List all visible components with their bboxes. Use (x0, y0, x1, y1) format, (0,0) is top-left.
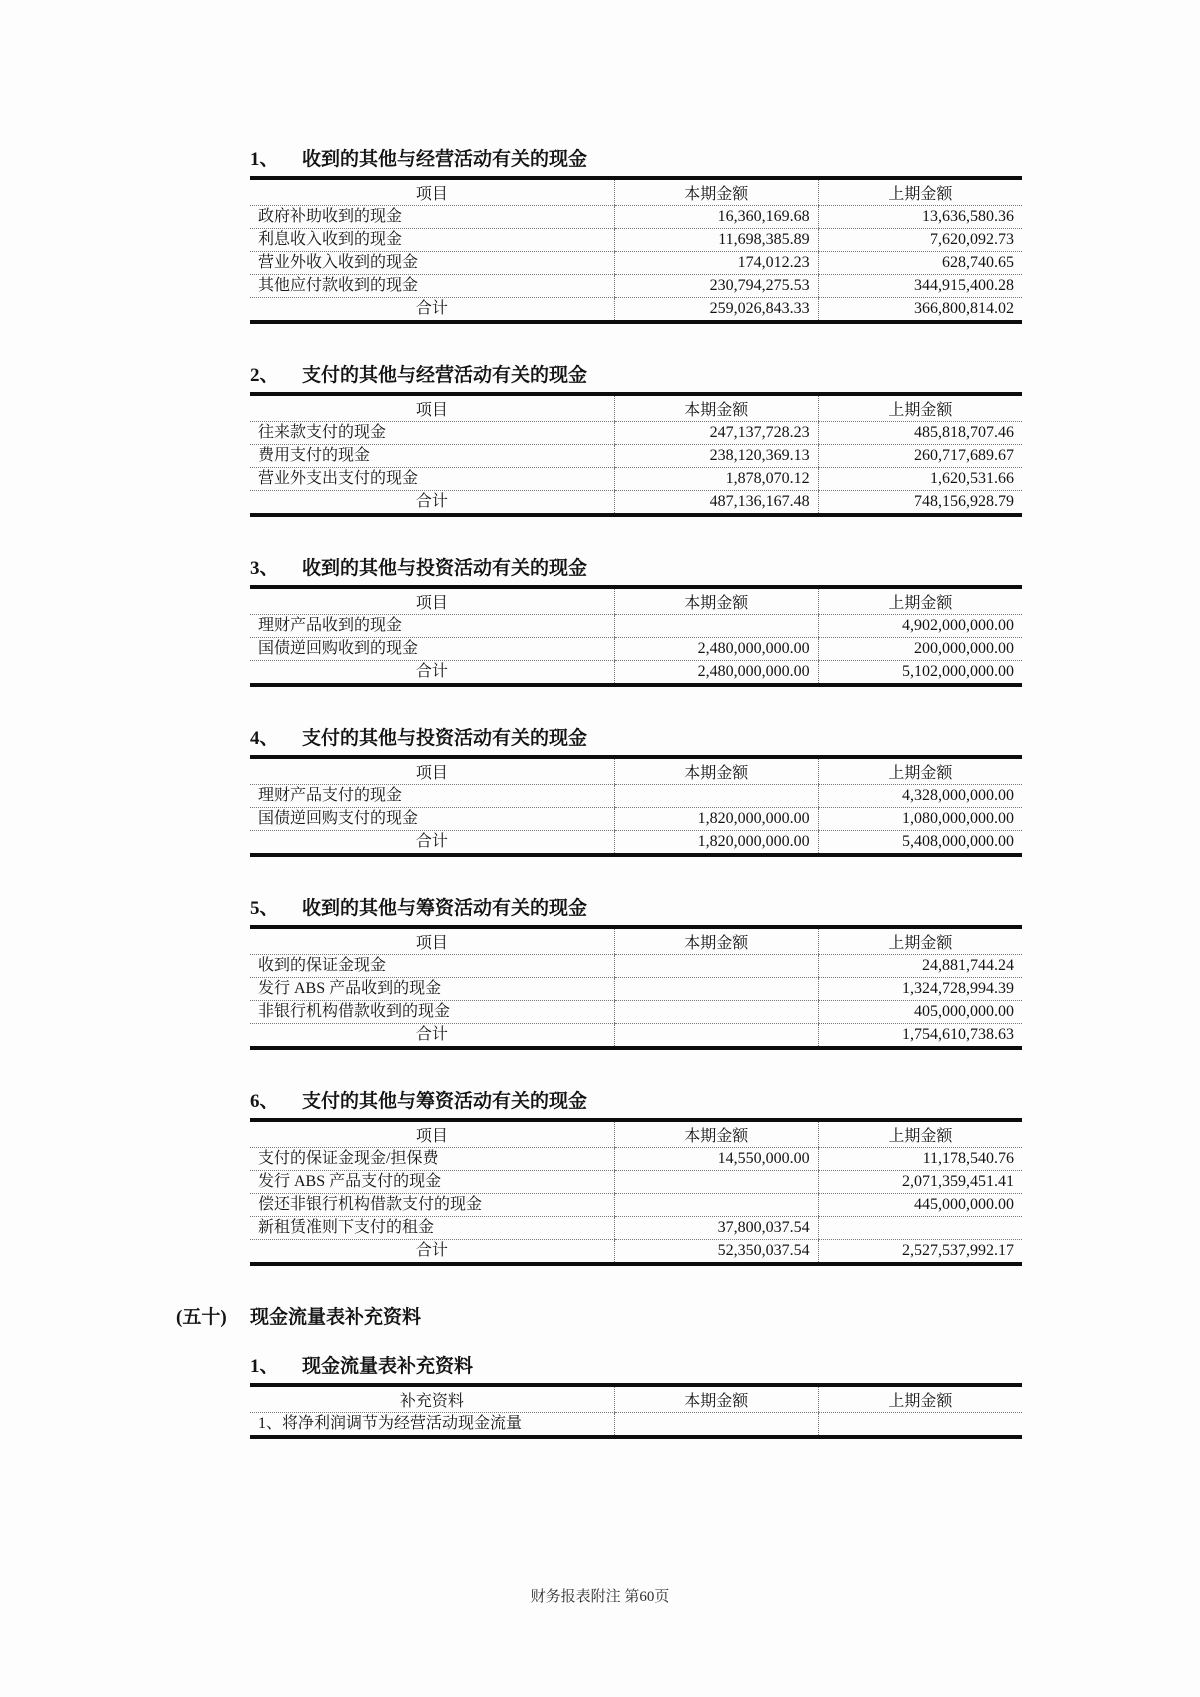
row-current-amount-cell: 230,794,275.53 (614, 275, 818, 298)
row-prior-amount-cell: 485,818,707.46 (818, 422, 1022, 445)
row-prior-amount-cell: 11,178,540.76 (818, 1148, 1022, 1171)
table-row (250, 229, 1022, 252)
section-title (250, 1353, 1022, 1380)
table-row (250, 275, 1022, 298)
table-row (250, 422, 1022, 445)
section-title (250, 146, 1022, 173)
row-current-amount-cell (614, 1024, 818, 1049)
table-body (250, 206, 1022, 323)
col-header-item: 项目 (250, 394, 614, 422)
row-current-amount-cell (614, 1194, 818, 1217)
row-item-cell: 1、将净利润调节为经营活动现金流量 (258, 1415, 523, 1432)
supplementary-section-number: (五十) (176, 1307, 227, 1328)
table-row (250, 978, 1022, 1001)
row-current-amount-cell (614, 978, 818, 1001)
data-table (250, 1383, 1022, 1439)
row-current-amount-cell: 2,480,000,000.00 (614, 638, 818, 661)
row-prior-amount-cell: 344,915,400.28 (818, 275, 1022, 298)
row-item-cell: 营业外收入收到的现金 (250, 252, 614, 275)
row-item-cell: 支付的保证金现金/担保费 (250, 1148, 614, 1171)
row-prior-amount-cell: 1,620,531.66 (818, 468, 1022, 491)
row-prior-amount-cell: 366,800,814.02 (818, 298, 1022, 323)
section-title (250, 895, 1022, 922)
table-row (250, 206, 1022, 229)
data-table (250, 755, 1022, 857)
table-row (250, 1194, 1022, 1217)
row-current-amount-cell (614, 785, 818, 808)
row-prior-amount-cell: 1,324,728,994.39 (818, 978, 1022, 1001)
row-item-cell: 收到的保证金现金 (250, 955, 614, 978)
col-header-prior-amount: 上期金额 (818, 757, 1022, 785)
cash-detail-section (250, 146, 1022, 324)
col-header-item: 项目 (250, 1120, 614, 1148)
row-prior-amount-cell: 1,754,610,738.63 (818, 1024, 1022, 1049)
row-item-cell: 往来款支付的现金 (250, 422, 614, 445)
row-current-amount-cell: 1,878,070.12 (614, 468, 818, 491)
row-current-amount-cell (614, 1171, 818, 1194)
table-row (250, 1001, 1022, 1024)
row-item-cell: 新租赁准则下支付的租金 (250, 1217, 614, 1240)
row-current-amount-cell (614, 615, 818, 638)
cash-detail-tables-region (250, 146, 1022, 1266)
section-title-text: 收到的其他与投资活动有关的现金 (302, 558, 588, 579)
row-current-amount-cell: 14,550,000.00 (614, 1148, 818, 1171)
data-table (250, 176, 1022, 324)
row-item-cell: 合计 (415, 493, 448, 510)
table-header-row (250, 757, 1022, 785)
supplementary-section-title: 现金流量表补充资料 (250, 1307, 422, 1328)
row-current-amount-cell (614, 955, 818, 978)
row-item-cell: 合计 (415, 1026, 448, 1043)
row-current-amount-cell: 1,820,000,000.00 (614, 808, 818, 831)
col-header-prior-amount: 上期金额 (818, 587, 1022, 615)
table-row (250, 1240, 1022, 1265)
row-prior-amount-cell: 2,071,359,451.41 (818, 1171, 1022, 1194)
row-prior-amount-cell: 4,902,000,000.00 (818, 615, 1022, 638)
col-header-prior-amount: 上期金额 (818, 394, 1022, 422)
row-item-cell: 其他应付款收到的现金 (250, 275, 614, 298)
row-prior-amount-cell: 5,408,000,000.00 (818, 831, 1022, 856)
table-row (250, 808, 1022, 831)
col-header-item: 项目 (250, 927, 614, 955)
row-prior-amount-cell: 7,620,092.73 (818, 229, 1022, 252)
table-body (250, 422, 1022, 516)
cash-detail-section (250, 895, 1022, 1050)
row-item-cell: 理财产品支付的现金 (250, 785, 614, 808)
table-header-row (250, 587, 1022, 615)
section-title-text: 收到的其他与经营活动有关的现金 (302, 149, 588, 170)
section-title-text: 支付的其他与投资活动有关的现金 (302, 728, 588, 749)
row-prior-amount-cell (818, 1413, 1022, 1438)
table-body (250, 615, 1022, 686)
table-body (250, 1413, 1022, 1438)
row-prior-amount-cell: 13,636,580.36 (818, 206, 1022, 229)
section-title (250, 555, 1022, 582)
table-row (250, 1171, 1022, 1194)
col-header-current-amount: 本期金额 (614, 178, 818, 206)
row-prior-amount-cell: 1,080,000,000.00 (818, 808, 1022, 831)
page-footer: 财务报表附注 第60页 (530, 1589, 670, 1605)
row-item-cell: 合计 (415, 300, 448, 317)
table-row (250, 955, 1022, 978)
row-current-amount-cell: 174,012.23 (614, 252, 818, 275)
row-prior-amount-cell: 200,000,000.00 (818, 638, 1022, 661)
row-prior-amount-cell: 5,102,000,000.00 (818, 661, 1022, 686)
section-number: 6、 (250, 1091, 279, 1112)
col-header-item: 补充资料 (250, 1385, 614, 1413)
supplementary-heading (176, 1304, 1022, 1331)
row-prior-amount-cell: 4,328,000,000.00 (818, 785, 1022, 808)
table-row (250, 491, 1022, 516)
page-content (176, 146, 1022, 1477)
row-item-cell: 合计 (415, 1242, 448, 1259)
col-header-prior-amount: 上期金额 (818, 178, 1022, 206)
table-row (250, 298, 1022, 323)
row-item-cell: 发行 ABS 产品支付的现金 (250, 1171, 614, 1194)
col-header-current-amount: 本期金额 (614, 394, 818, 422)
row-current-amount-cell: 487,136,167.48 (614, 491, 818, 516)
cash-detail-section (250, 555, 1022, 687)
table-row (250, 1148, 1022, 1171)
row-item-cell: 发行 ABS 产品收到的现金 (250, 978, 614, 1001)
row-current-amount-cell: 52,350,037.54 (614, 1240, 818, 1265)
col-header-current-amount: 本期金额 (614, 587, 818, 615)
row-prior-amount-cell: 628,740.65 (818, 252, 1022, 275)
table-body (250, 785, 1022, 856)
col-header-prior-amount: 上期金额 (818, 927, 1022, 955)
row-prior-amount-cell: 405,000,000.00 (818, 1001, 1022, 1024)
section-number: 3、 (250, 558, 279, 579)
row-current-amount-cell: 11,698,385.89 (614, 229, 818, 252)
col-header-prior-amount: 上期金额 (818, 1120, 1022, 1148)
row-item-cell: 非银行机构借款收到的现金 (250, 1001, 614, 1024)
data-table (250, 392, 1022, 517)
row-prior-amount-cell (818, 1217, 1022, 1240)
table-header-row (250, 927, 1022, 955)
col-header-current-amount: 本期金额 (614, 1385, 818, 1413)
table-header-row (250, 1120, 1022, 1148)
row-prior-amount-cell: 748,156,928.79 (818, 491, 1022, 516)
row-item-cell: 国债逆回购支付的现金 (250, 808, 614, 831)
row-current-amount-cell: 1,820,000,000.00 (614, 831, 818, 856)
section-number: 1、 (250, 149, 279, 170)
table-row (250, 638, 1022, 661)
row-item-cell: 营业外支出支付的现金 (250, 468, 614, 491)
table-header-row (250, 178, 1022, 206)
row-current-amount-cell (614, 1413, 818, 1438)
table-row (250, 468, 1022, 491)
data-table (250, 925, 1022, 1050)
row-current-amount-cell: 247,137,728.23 (614, 422, 818, 445)
col-header-item: 项目 (250, 587, 614, 615)
row-item-cell: 合计 (415, 663, 448, 680)
section-title-text: 现金流量表补充资料 (302, 1356, 474, 1377)
col-header-current-amount: 本期金额 (614, 927, 818, 955)
cash-detail-section (250, 362, 1022, 517)
section-title-text: 支付的其他与经营活动有关的现金 (302, 365, 588, 386)
cash-detail-section (250, 725, 1022, 857)
table-body (250, 1148, 1022, 1265)
row-current-amount-cell: 2,480,000,000.00 (614, 661, 818, 686)
row-current-amount-cell: 238,120,369.13 (614, 445, 818, 468)
data-table (250, 585, 1022, 687)
section-title-text: 收到的其他与筹资活动有关的现金 (302, 898, 588, 919)
col-header-item: 项目 (250, 178, 614, 206)
row-item-cell: 费用支付的现金 (250, 445, 614, 468)
section-number: 2、 (250, 365, 279, 386)
table-row (250, 615, 1022, 638)
table-row (250, 1413, 1022, 1438)
table-header-row (250, 394, 1022, 422)
table-row (250, 1217, 1022, 1240)
section-title (250, 362, 1022, 389)
table-row (250, 661, 1022, 686)
row-prior-amount-cell: 445,000,000.00 (818, 1194, 1022, 1217)
table-row (250, 785, 1022, 808)
row-current-amount-cell (614, 1001, 818, 1024)
data-table (250, 1118, 1022, 1266)
table-row (250, 445, 1022, 468)
row-current-amount-cell: 37,800,037.54 (614, 1217, 818, 1240)
section-title (250, 725, 1022, 752)
table-row (250, 831, 1022, 856)
supplementary-section (176, 1304, 1022, 1439)
row-item-cell: 政府补助收到的现金 (250, 206, 614, 229)
section-number: 1、 (250, 1356, 279, 1377)
row-item-cell: 利息收入收到的现金 (250, 229, 614, 252)
row-current-amount-cell: 16,360,169.68 (614, 206, 818, 229)
col-header-current-amount: 本期金额 (614, 757, 818, 785)
row-item-cell: 偿还非银行机构借款支付的现金 (250, 1194, 614, 1217)
row-current-amount-cell: 259,026,843.33 (614, 298, 818, 323)
cash-detail-section (250, 1088, 1022, 1266)
col-header-current-amount: 本期金额 (614, 1120, 818, 1148)
table-body (250, 955, 1022, 1049)
section-title-text: 支付的其他与筹资活动有关的现金 (302, 1091, 588, 1112)
cash-detail-section (250, 1353, 1022, 1439)
supplementary-table-region (250, 1353, 1022, 1439)
table-row (250, 252, 1022, 275)
table-header-row (250, 1385, 1022, 1413)
row-prior-amount-cell: 24,881,744.24 (818, 955, 1022, 978)
row-item-cell: 国债逆回购收到的现金 (250, 638, 614, 661)
section-title (250, 1088, 1022, 1115)
row-item-cell: 合计 (415, 833, 448, 850)
row-prior-amount-cell: 260,717,689.67 (818, 445, 1022, 468)
col-header-prior-amount: 上期金额 (818, 1385, 1022, 1413)
col-header-item: 项目 (250, 757, 614, 785)
section-number: 4、 (250, 728, 279, 749)
table-row (250, 1024, 1022, 1049)
row-item-cell: 理财产品收到的现金 (250, 615, 614, 638)
row-prior-amount-cell: 2,527,537,992.17 (818, 1240, 1022, 1265)
section-number: 5、 (250, 898, 279, 919)
